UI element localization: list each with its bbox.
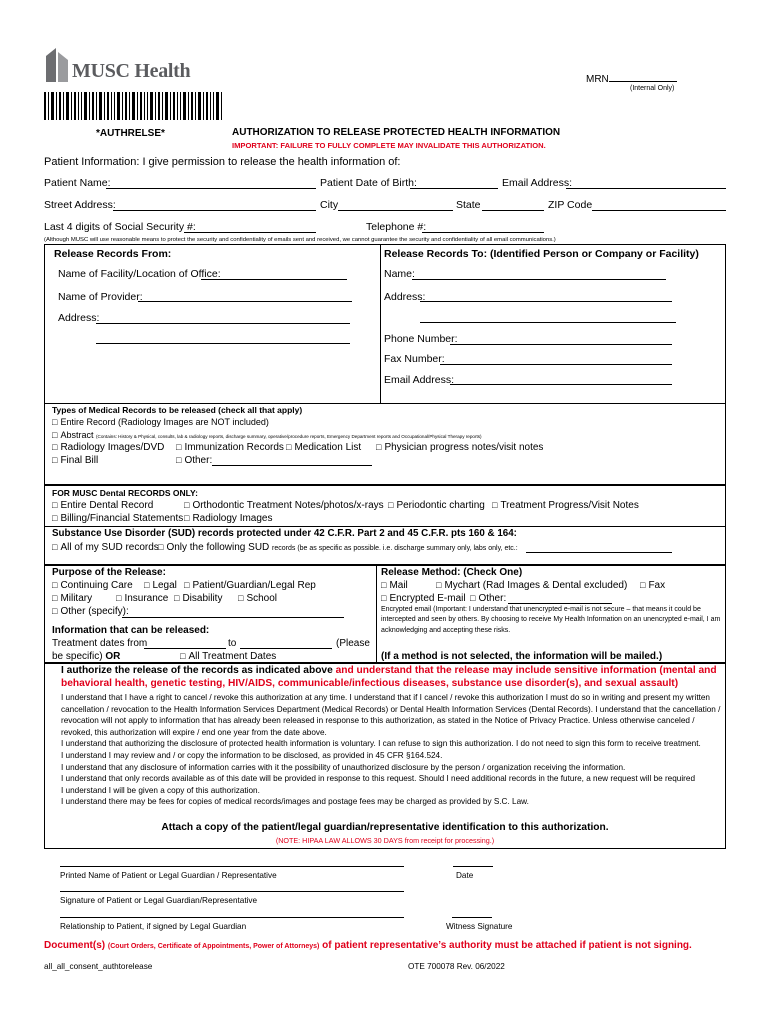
be-specific-label: be specific) xyxy=(52,651,103,662)
purpose-other-option[interactable] xyxy=(52,606,129,617)
records-other-option[interactable] xyxy=(176,455,212,466)
document-requirement xyxy=(44,940,692,951)
printed-name-label: Printed Name of Patient or Legal Guardian / Representative xyxy=(60,871,277,880)
phone-field[interactable] xyxy=(422,232,544,233)
sud-divider xyxy=(44,526,726,527)
signature-label: Signature of Patient or Legal Guardian/Representative xyxy=(60,896,258,905)
dental-radiology-label: Radiology Images xyxy=(192,513,273,524)
sud-following-label: Only the following SUD xyxy=(166,542,270,553)
method-mychart-label: Mychart (Rad Images & Dental excluded) xyxy=(444,580,628,591)
phone-label: Telephone #: xyxy=(366,221,427,233)
all-dates-label: All Treatment Dates xyxy=(188,651,277,662)
printed-name-field[interactable] xyxy=(60,866,404,867)
record-types-heading: Types of Medical Records to be released (check all that apply) xyxy=(52,405,303,415)
from-address-field-1[interactable] xyxy=(96,323,350,324)
authorization-lead-black: I authorize the release of the records as indicated above xyxy=(61,665,333,676)
method-fax-option[interactable] xyxy=(640,580,665,591)
purpose-other-field[interactable] xyxy=(122,617,344,618)
witness-label: Witness Signature xyxy=(446,922,513,931)
purpose-school-option[interactable] xyxy=(238,593,277,604)
dates-from-label: Treatment dates from xyxy=(52,638,148,649)
medication-option[interactable] xyxy=(286,442,361,453)
witness-field[interactable] xyxy=(452,917,492,918)
purpose-legal-label: Legal xyxy=(152,580,177,591)
to-address-field-2[interactable] xyxy=(420,322,676,323)
purpose-continuing-label: Continuing Care xyxy=(60,580,133,591)
method-mychart-option[interactable] xyxy=(436,580,627,591)
date-label: Date xyxy=(456,871,474,880)
mrn-note: (Internal Only) xyxy=(630,85,675,92)
patient-name-label: Patient Name: xyxy=(44,177,111,189)
date-field[interactable] xyxy=(453,866,493,867)
dates-to-field[interactable] xyxy=(240,648,332,649)
hipaa-note: (NOTE: HIPAA LAW ALLOWS 30 DAYS from receipt for processing.) xyxy=(275,836,495,845)
patient-intro: Patient Information: I give permission to release the health information of: xyxy=(44,156,401,168)
release-from-heading: Release Records From: xyxy=(54,248,172,260)
purpose-military-label: Military xyxy=(60,593,93,604)
purpose-method-divider xyxy=(376,565,377,663)
sud-all-label: All of my SUD records xyxy=(60,542,159,553)
to-phone-field[interactable] xyxy=(450,344,672,345)
please-label: (Please xyxy=(336,638,370,649)
facility-label: Name of Facility/Location of Office: xyxy=(58,268,221,280)
form-id: all_all_consent_authtorelease xyxy=(44,962,153,971)
purpose-military-option[interactable] xyxy=(52,593,92,604)
sud-heading: Substance Use Disorder (SUD) records protected under 42 C.F.R. Part 2 and 45 C.F.R. pts 160 & 164: xyxy=(52,528,517,539)
provider-label: Name of Provider: xyxy=(58,291,143,303)
radiology-label: Radiology Images/DVD xyxy=(60,442,165,453)
dental-heading: FOR MUSC Dental RECORDS ONLY: xyxy=(52,488,198,498)
to-address-label: Address: xyxy=(384,291,426,303)
abstract-option[interactable] xyxy=(52,430,482,440)
patient-email-field[interactable] xyxy=(566,188,726,189)
purpose-continuing-option[interactable] xyxy=(52,580,133,591)
to-phone-label: Phone Number: xyxy=(384,333,458,345)
patient-dob-label: Patient Date of Birth: xyxy=(320,177,417,189)
dental-entire-option[interactable] xyxy=(52,500,153,511)
authorization-lead-red: and understand that the release may include sensitive information (mental and behavioral health, genetic testing, HIV/AIDS, communicable/infectious diseases, substance use disorder(s), and sexual assault) xyxy=(61,665,717,689)
patient-name-field[interactable] xyxy=(106,188,316,189)
facility-field[interactable] xyxy=(201,279,347,280)
purpose-other-label: Other (specify): xyxy=(60,606,129,617)
to-address-field-1[interactable] xyxy=(420,301,672,302)
document-tail: of patient representative’s authority must be attached if patient is not signing. xyxy=(322,940,692,951)
purpose-school-label: School xyxy=(246,593,278,604)
form-revision: OTE 700078 Rev. 06/2022 xyxy=(408,962,505,971)
encrypted-note: Encrypted email (Important: I understand that unencrypted e-mail is not secure – that means it could be intercepted and seen by others. By choosing to receive My Health Information on an unencrypted e-mail, I am acknowledging and accepting these risks. xyxy=(381,606,721,634)
dates-to-label: to xyxy=(228,638,237,649)
method-fax-label: Fax xyxy=(648,580,666,591)
patient-name-row xyxy=(44,177,111,189)
state-label: State xyxy=(456,199,481,211)
all-dates-option[interactable] xyxy=(180,651,276,662)
sud-all-option[interactable] xyxy=(52,542,159,553)
method-mail-option[interactable] xyxy=(381,580,408,591)
provider-field[interactable] xyxy=(138,301,352,302)
purpose-legal-option[interactable] xyxy=(144,580,177,591)
term-availability: I understand that only records available as of this date will be provided in response to this request. Should I need additional records in the future, a new request will be required xyxy=(61,774,695,784)
from-address-field-2[interactable] xyxy=(96,343,350,344)
purpose-disability-label: Disability xyxy=(182,593,223,604)
dental-billing-label: Billing/Financial Statements xyxy=(60,513,184,524)
records-other-label: Other: xyxy=(184,455,213,466)
to-name-field[interactable] xyxy=(412,279,666,280)
zip-field[interactable] xyxy=(592,210,726,211)
method-other-label: Other: xyxy=(478,593,507,604)
state-field[interactable] xyxy=(482,210,544,211)
method-mail-label: Mail xyxy=(389,580,408,591)
abstract-note: (Contains: History & Physical, consults, lab & radiology reports, discharge summary, operative/procedure reports, Emergency Department reports and Occupational/Physical Therapy reports) xyxy=(95,434,482,439)
ssn-field[interactable] xyxy=(184,232,316,233)
form-title: AUTHORIZATION TO RELEASE PROTECTED HEALTH INFORMATION xyxy=(232,127,561,138)
physician-notes-option[interactable] xyxy=(376,442,543,453)
dental-perio-label: Periodontic charting xyxy=(396,500,485,511)
to-fax-field[interactable] xyxy=(440,364,672,365)
signature-field[interactable] xyxy=(60,891,404,892)
barcode xyxy=(44,92,222,120)
important-note: IMPORTANT: FAILURE TO FULLY COMPLETE MAY INVALIDATE THIS AUTHORIZATION. xyxy=(232,141,546,150)
method-other-option[interactable] xyxy=(470,593,506,604)
ssn-label: Last 4 digits of Social Security #: xyxy=(44,221,196,233)
final-bill-label: Final Bill xyxy=(60,455,99,466)
term-voluntary: I understand that authorizing the disclosure of protected health information is voluntary. I can refuse to sign this authorization. I do not need to sign this form to receive treatment. xyxy=(61,739,701,749)
immunization-option[interactable] xyxy=(176,442,284,453)
sud-following-option[interactable] xyxy=(158,542,518,553)
logo-text: MUSC Health xyxy=(72,60,191,82)
term-redisclosure: I understand that any disclosure of information carries with it the possibility of unauthorized disclosure by the person / organization receiving the information. xyxy=(61,762,626,772)
term-fees: I understand there may be fees for copies of medical records/images and postage fees may be charged as provided by S.C. Law. xyxy=(61,797,529,807)
method-encrypted-label: Encrypted E-mail xyxy=(389,593,466,604)
sud-following-field[interactable] xyxy=(526,552,672,553)
radiology-option[interactable] xyxy=(52,442,164,453)
dental-ortho-option[interactable] xyxy=(184,500,384,511)
city-label: City xyxy=(320,199,339,211)
release-divider xyxy=(380,244,381,404)
be-specific-row xyxy=(52,651,120,662)
term-review: I understand I may review and / or copy the information to be disclosed, as provided in 45 CFR §164.524. xyxy=(61,750,443,760)
term-revoke: I understand that I have a right to cancel / revoke this authorization at any time. I understand that if I cancel / revoke this authorization I must do so in writing and present my written cancellation / revocation to the Health Information Services Department (Medical Records) or Dental Health Information Services (Dental Records). I understand that the cancellation / revocation will not apply to information that has already been released in response to this authorization, as stated in the Notice of Privacy Practice. Unless otherwise canceled / revoked, this authorization will expire / end one year from the date above. xyxy=(61,693,721,737)
purpose-insurance-option[interactable] xyxy=(116,593,168,604)
dental-radiology-option[interactable] xyxy=(184,513,272,524)
abstract-label: Abstract xyxy=(60,430,94,440)
sud-following-note: records (be as specific as possible. i.e. discharge summary only, labs only, etc.: xyxy=(272,545,518,552)
to-fax-label: Fax Number: xyxy=(384,353,445,365)
dental-ortho-label: Orthodontic Treatment Notes/photos/x-rays xyxy=(192,500,384,511)
term-copy: I understand I will be given a copy of this authorization. xyxy=(61,785,260,795)
entire-record-label: Entire Record (Radiology Images are NOT included) xyxy=(60,417,269,427)
to-name-label: Name: xyxy=(384,268,415,280)
method-encrypted-option[interactable] xyxy=(381,593,466,604)
authorization-terms xyxy=(61,692,723,808)
street-field[interactable] xyxy=(113,210,316,211)
musc-logo-mark-icon xyxy=(44,46,70,84)
purpose-disability-option[interactable] xyxy=(174,593,222,604)
mrn-field[interactable] xyxy=(586,72,677,85)
purpose-heading: Purpose of the Release: xyxy=(52,567,166,578)
physician-notes-label: Physician progress notes/visit notes xyxy=(384,442,544,453)
document-lead: Document(s) xyxy=(44,940,106,951)
dental-treatment-label: Treatment Progress/Visit Notes xyxy=(500,500,639,511)
relationship-label: Relationship to Patient, if signed by Legal Guardian xyxy=(60,922,247,931)
entire-record-option[interactable] xyxy=(52,417,269,427)
dental-entire-label: Entire Dental Record xyxy=(60,500,154,511)
attach-id-note: Attach a copy of the patient/legal guardian/representative identification to this authorization. xyxy=(161,822,609,833)
to-email-label: Email Address: xyxy=(384,374,455,386)
purpose-patient-rep-option[interactable] xyxy=(184,580,316,591)
info-released-heading: Information that can be released: xyxy=(52,625,210,636)
to-email-field[interactable] xyxy=(450,384,672,385)
from-address-label: Address: xyxy=(58,312,100,324)
dental-perio-option[interactable] xyxy=(388,500,485,511)
patient-dob-field[interactable] xyxy=(410,188,498,189)
patient-email-label: Email Address: xyxy=(502,177,573,189)
dental-billing-option[interactable] xyxy=(52,513,183,524)
mrn-label: MRN xyxy=(586,74,609,85)
barcode-code: *AUTHRELSE* xyxy=(96,128,165,139)
default-method-note: (If a method is not selected, the information will be mailed.) xyxy=(381,651,663,662)
musc-logo xyxy=(44,46,204,86)
purpose-insurance-label: Insurance xyxy=(124,593,169,604)
document-types: (Court Orders, Certificate of Appointments, Power of Attorneys) xyxy=(107,943,320,950)
immunization-label: Immunization Records xyxy=(184,442,284,453)
dental-treatment-option[interactable] xyxy=(492,500,639,511)
purpose-patient-rep-label: Patient/Guardian/Legal Rep xyxy=(192,580,316,591)
relationship-field[interactable] xyxy=(60,917,404,918)
barcode-icon xyxy=(44,92,222,120)
records-other-field[interactable] xyxy=(212,465,372,466)
authorization-lead xyxy=(61,664,721,690)
method-heading: Release Method: (Check One) xyxy=(381,567,523,578)
city-field[interactable] xyxy=(338,210,453,211)
release-to-heading: Release Records To: (Identified Person or Company or Facility) xyxy=(384,248,699,260)
medication-label: Medication List xyxy=(294,442,362,453)
dates-from-field[interactable] xyxy=(144,648,226,649)
final-bill-option[interactable] xyxy=(52,455,98,466)
or-label: OR xyxy=(105,651,121,662)
email-security-note: (Although MUSC will use reasonable means to protect the security and confidentiality of emails sent and received, we cannot guarantee the security and confidentiality of all email communications.) xyxy=(44,237,556,243)
zip-label: ZIP Code xyxy=(548,199,593,211)
street-label: Street Address: xyxy=(44,199,116,211)
method-other-field[interactable] xyxy=(508,603,612,604)
